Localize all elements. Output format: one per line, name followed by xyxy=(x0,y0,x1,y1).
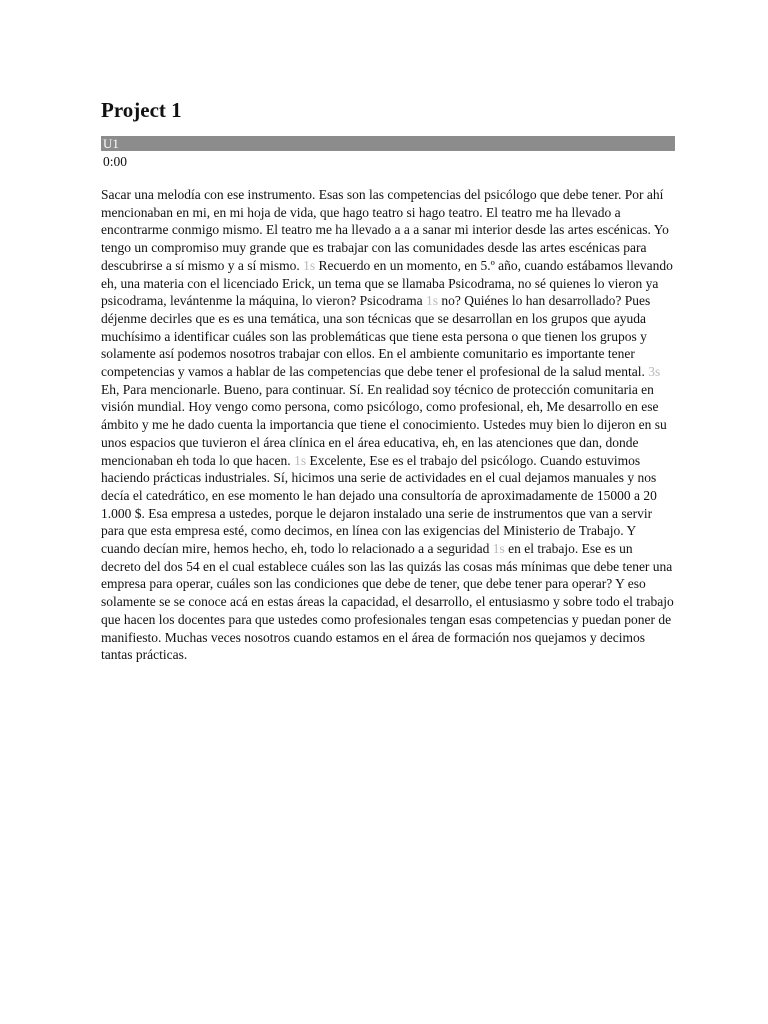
speaker-label-bar: U1 xyxy=(101,136,675,151)
pause-marker: 1s xyxy=(492,541,505,557)
transcript-segment: Sacar una melodía con ese instrumento. Esas son las competencias del psicólogo que debe tener. Por ahí mencionaban en mi, en mi hoja de vida, que hago teatro si hago teatro. El teatro me ha llevado a encontrarme conmigo mismo. El teatro me ha llevado a a a sanar mi interior desde las artes escénicas. Yo tengo un compromiso muy grande que es trabajar con las comunidades desde las artes escénicas para descubrirse a sí mismo y a sí mismo. xyxy=(101,187,669,273)
transcript-segment: Excelente, Ese es el trabajo del psicólogo. Cuando estuvimos haciendo prácticas industriales. Sí, hicimos una serie de actividades en el cual dejamos manuales y nos decía el catedrático, en ese momento le han dejado una consultoría de aproximadamente de 15000 a 20 1.000 $. Esa empresa a ustedes, porque le dejaron instalado una serie de instrumentos que van a servir para que esta empresa esté, como decimos, en línea con las exigencias del Ministerio de Trabajo. Y cuando decían mire, hemos hecho, eh, todo lo relacionado a a seguridad xyxy=(101,452,657,557)
document-page xyxy=(101,96,675,664)
timestamp: 0:00 xyxy=(103,154,128,169)
transcript-segment: Recuerdo en un momento, en 5.º año, cuando estábamos llevando eh, una materia con el licenciado Erick, un tema que se llamaba Psicodrama, no sé quienes lo vieron ya psicodrama, levántenme la máquina, lo vieron? Psicodrama xyxy=(101,257,673,309)
pause-marker: 1s xyxy=(303,257,316,273)
document-title: Project 1 xyxy=(101,98,182,122)
transcript-segment: Eh, Para mencionarle. Bueno, para continuar. Sí. En realidad soy técnico de protección comunitaria en visión mundial. Hoy vengo como persona, como psicólogo, como profesional, eh, Me desarrollo en ese ámbito y me he dado cuenta la importancia que tiene el conocimiento. Ustedes muy bien lo dijeron en su unos espacios que tuvieron el área clínica en el área educativa, eh, en las atenciones que dan, donde mencionaban eh toda lo que hacen. xyxy=(101,381,667,468)
transcript-body xyxy=(101,186,675,664)
transcript-segment: en el trabajo. Ese es un decreto del dos 54 en el cual establece cuáles son las las quizás las cosas más mínimas que debe tener una empresa para operar, cuáles son las condiciones que debe de tener, que debe tener para operar? Y eso solamente se se conoce acá en estas áreas la capacidad, el desarrollo, el entusiasmo y sobre todo el trabajo que hacen los docentes para que ustedes como profesionales tengan esas competencias y puedan poner de manifiesto. Muchas veces nosotros cuando estamos en el área de formación nos quejamos y decimos tantas prácticas. xyxy=(101,541,674,663)
pause-marker: 1s xyxy=(426,293,439,309)
pause-marker: 3s xyxy=(648,364,661,380)
pause-marker: 1s xyxy=(294,452,307,468)
transcript-segment: no? Quiénes lo han desarrollado? Pues déjenme decirles que es es una temática, una son técnicas que se desarrollan en los grupos que ayuda muchísimo a identificar cuáles son las problemáticas que tiene esta persona o que tienen los grupos y solamente así podemos nosotros trabajar con ellos. En el ambiente comunitario es importante tener competencias y vamos a hablar de las competencias que debe tener el profesional de la salud mental. xyxy=(101,293,651,380)
